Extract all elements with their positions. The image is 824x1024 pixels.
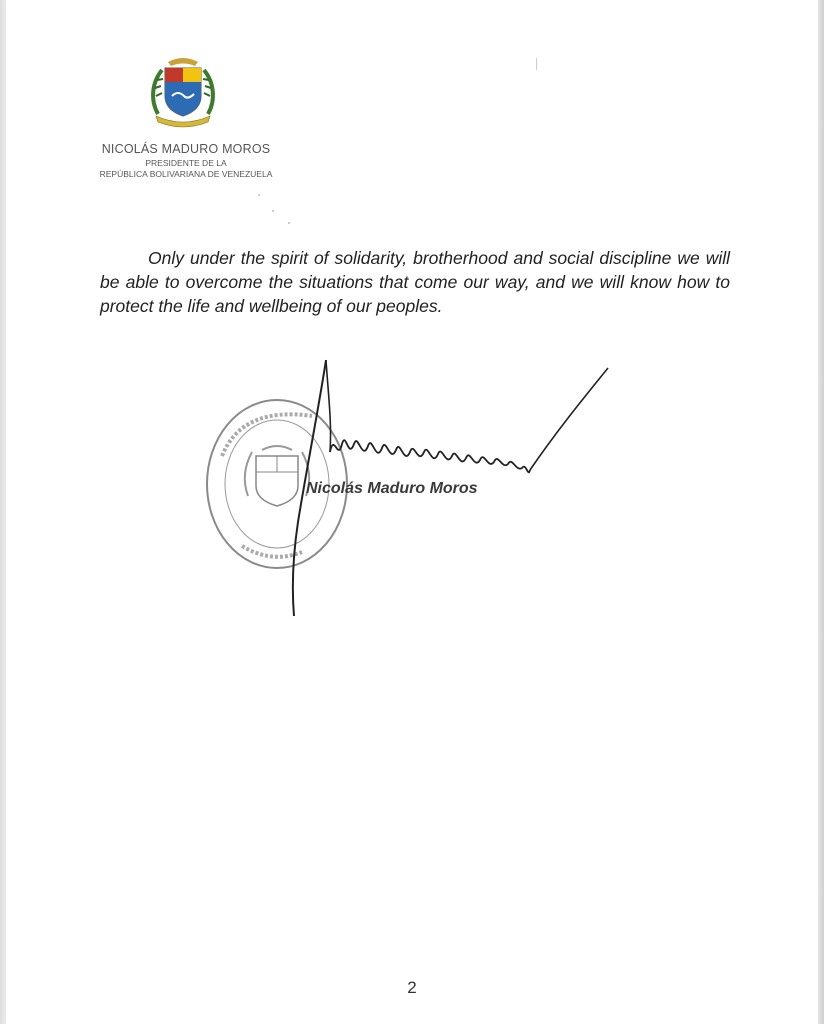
- header-republic: REPÚBLICA BOLIVARIANA DE VENEZUELA: [99, 169, 273, 179]
- page-number: 2: [407, 978, 417, 997]
- body-paragraph: Only under the spirit of solidarity, brotherhood and social discipline we will be able to overcome the situations that come our way, and we will know how to protect the life and wellbeing of our peoples.: [100, 248, 730, 316]
- page-right-edge: [818, 0, 824, 1024]
- document-page: [6, 0, 818, 1024]
- scan-speck: [288, 222, 290, 224]
- signer-name: Nicolás Maduro Moros: [306, 480, 478, 497]
- header-name: NICOLÁS MADURO MOROS: [101, 142, 271, 156]
- scan-speck: [258, 194, 260, 196]
- header-title: PRESIDENTE DE LA: [145, 158, 227, 168]
- coat-of-arms-icon: [148, 56, 218, 128]
- scan-speck: [272, 210, 274, 212]
- scan-speck: [536, 58, 537, 70]
